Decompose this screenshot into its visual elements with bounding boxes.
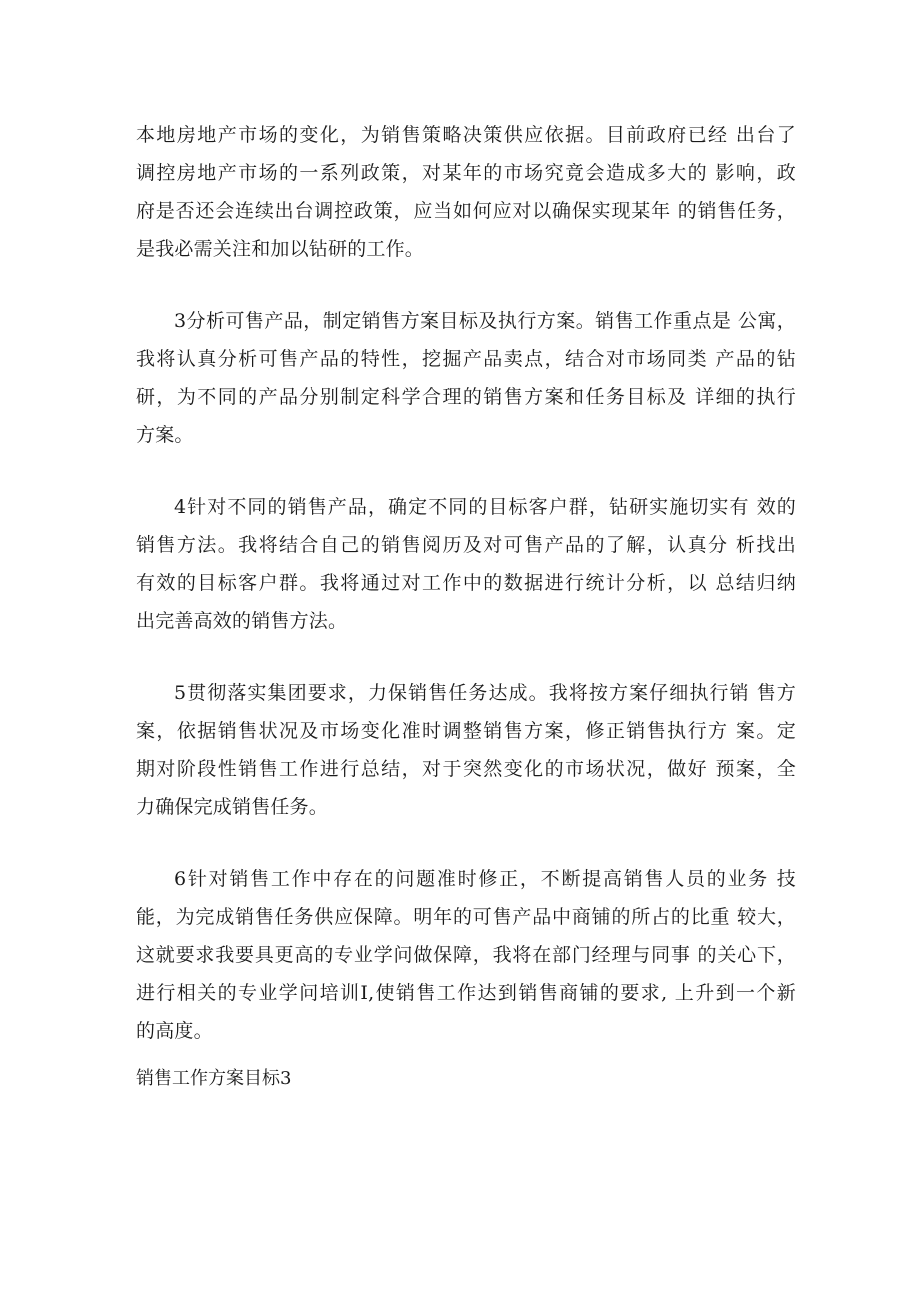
paragraph-line: 出完善高效的销售方法。	[136, 610, 348, 632]
paragraph-line: 销售方法。我将结合自己的销售阅历及对可售产品的了解，认真分 析找出	[136, 534, 796, 556]
paragraph-line: 案，依据销售状况及市场变化准时调整销售方案，修正销售执行方 案。定	[136, 720, 796, 742]
paragraph-line: 有效的目标客户群。我将通过对工作中的数据进行统计分析，以 总结归纳	[136, 572, 796, 594]
section-heading: 销售工作方案目标3	[136, 1068, 292, 1089]
paragraph-line: 3分析可售产品，制定销售方案目标及执行方案。销售工作重点是 公寓，	[174, 310, 796, 332]
paragraph-line: 本地房地产市场的变化，为销售策略决策供应依据。目前政府已经 出台了	[136, 124, 796, 146]
paragraph-line: 这就要求我要具更高的专业学问做保障，我将在部门经理与同事 的关心下，	[136, 944, 796, 966]
paragraph-line: 方案。	[136, 424, 194, 446]
paragraph-line: 5贯彻落实集团要求，力保销售任务达成。我将按方案仔细执行销 售方	[174, 682, 796, 704]
paragraph-line: 的高度。	[136, 1020, 213, 1042]
paragraph-line: 力确保完成销售任务。	[136, 796, 329, 818]
paragraph-line: 期对阶段性销售工作进行总结，对于突然变化的市场状况，做好 预案，全	[136, 758, 796, 780]
paragraph-line: 调控房地产市场的一系列政策，对某年的市场究竟会造成多大的 影响，政	[136, 162, 796, 184]
paragraph-line: 我将认真分析可售产品的特性，挖掘产品卖点，结合对市场同类 产品的钻	[136, 348, 796, 370]
paragraph-item-5	[136, 674, 796, 826]
paragraph-line: 6针对销售工作中存在的问题准时修正，不断提高销售人员的业务 技	[174, 868, 796, 890]
paragraph-item-6	[136, 860, 796, 1050]
paragraph-line: 是我必需关注和加以钻研的工作。	[136, 238, 425, 260]
document-page	[136, 116, 796, 1098]
paragraph-line: 进行相关的专业学问培训I,使销售工作达到销售商铺的要求, 上升到一个新	[136, 982, 796, 1004]
paragraph-line: 4针对不同的销售产品，确定不同的目标客户群，钻研实施切实有 效的	[174, 496, 796, 518]
paragraph-line: 府是否还会连续出台调控政策，应当如何应对以确保实现某年 的销售任务，	[136, 200, 796, 222]
paragraph-item-4	[136, 488, 796, 640]
paragraph-line: 能，为完成销售任务供应保障。明年的可售产品中商铺的所占的比重 较大，	[136, 906, 796, 928]
paragraph-item-3	[136, 302, 796, 454]
paragraph-line: 研，为不同的产品分别制定科学合理的销售方案和任务目标及 详细的执行	[136, 386, 796, 408]
paragraph-market-policy	[136, 116, 796, 268]
